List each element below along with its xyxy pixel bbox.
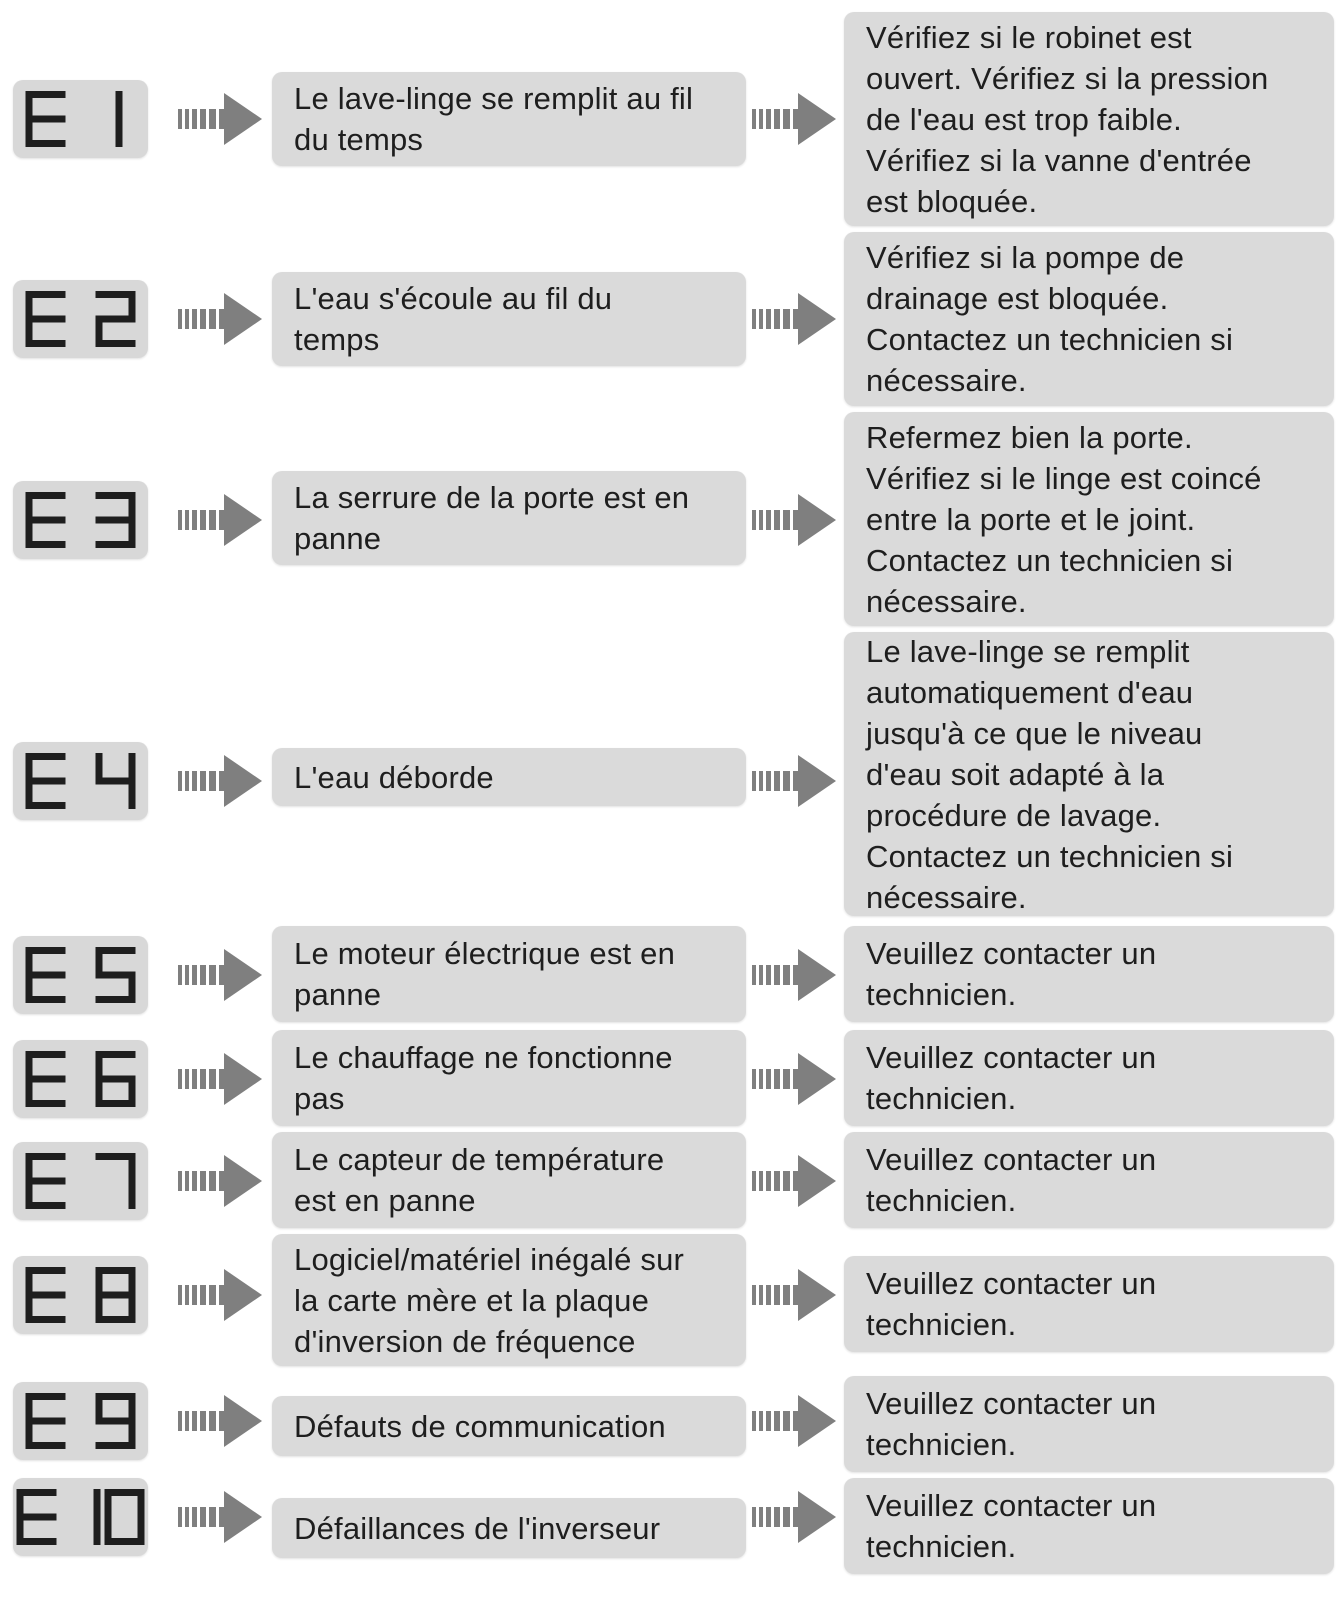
arrow-right-icon [178, 492, 264, 548]
seven-segment-display [13, 742, 148, 820]
error-description-text: L'eau s'écoule au fil du temps [294, 281, 613, 357]
segment-digit [26, 492, 66, 548]
error-solution [844, 632, 1334, 916]
error-solution [844, 232, 1334, 406]
segment [26, 119, 33, 147]
error-description-text: L'eau déborde [294, 759, 494, 795]
error-solution-text: Veuillez contacter un technicien. [866, 1142, 1157, 1218]
arrow-right-icon [752, 753, 838, 809]
seven-segment-display [13, 481, 148, 559]
error-solution-text: Veuillez contacter un technicien. [866, 1488, 1157, 1564]
segment [129, 1153, 136, 1181]
segment [26, 1051, 33, 1079]
segment-digit [96, 1393, 136, 1449]
segment [26, 316, 66, 323]
segment [26, 291, 33, 319]
arrow-right-icon [752, 1153, 838, 1209]
error-solution [844, 1256, 1334, 1352]
segment [26, 1178, 66, 1185]
segment-digit [26, 1153, 66, 1209]
segment [96, 316, 136, 323]
segment-digit [96, 753, 136, 809]
segment [129, 1393, 136, 1421]
error-code-badge [13, 742, 148, 820]
segment [26, 1421, 33, 1449]
seven-segment-display [13, 1382, 148, 1460]
segment-digit [17, 1489, 57, 1545]
arrow-right-icon [178, 1267, 264, 1323]
arrow-right-icon [178, 1153, 264, 1209]
segment [26, 1292, 66, 1299]
segment [26, 778, 66, 785]
error-description-text: Logiciel/matériel inégalé sur la carte mère et la plaque d'inversion de fréquence [294, 1241, 685, 1359]
segment [138, 1489, 145, 1517]
arrow-right-icon [752, 91, 838, 147]
seven-segment-display [13, 1142, 148, 1220]
error-description [272, 272, 746, 366]
segment-digit [26, 753, 66, 809]
error-description-text: Le chauffage ne fonctionne pas [294, 1040, 673, 1116]
segment [26, 1418, 66, 1425]
segment [129, 1267, 136, 1295]
error-description-text: Le lave-linge se remplit au fil du temps [294, 81, 694, 157]
segment-digit [94, 1489, 101, 1545]
error-description [272, 926, 746, 1022]
error-code-badge [13, 80, 148, 158]
segment [129, 492, 136, 520]
segment [116, 91, 123, 119]
segment [94, 1489, 101, 1517]
segment [96, 778, 136, 785]
segment [129, 1181, 136, 1209]
error-description [272, 748, 746, 806]
error-code-badge [13, 280, 148, 358]
error-code-badge [13, 936, 148, 1014]
arrow-right-icon [178, 1393, 264, 1449]
arrow-right-icon [752, 1393, 838, 1449]
error-solution-text: Veuillez contacter un technicien. [866, 1386, 1157, 1462]
segment [26, 517, 66, 524]
error-code-badge [13, 1478, 148, 1556]
error-solution-text: Veuillez contacter un technicien. [866, 936, 1157, 1012]
arrow-right-icon [752, 1051, 838, 1107]
error-description-text: Défaillances de l'inverseur [294, 1510, 661, 1546]
error-description-text: Le capteur de température est en panne [294, 1142, 665, 1218]
seven-segment-display [13, 1478, 148, 1556]
error-solution [844, 1132, 1334, 1228]
segment [96, 1076, 136, 1083]
arrow-right-icon [752, 1051, 838, 1107]
segment [26, 520, 33, 548]
segment [26, 1153, 33, 1181]
arrow-right-icon [178, 753, 264, 809]
seven-segment-display [13, 1256, 148, 1334]
segment [96, 541, 136, 548]
segment [96, 1442, 136, 1449]
error-code-badge [13, 1142, 148, 1220]
segment [96, 1079, 103, 1107]
arrow-right-icon [178, 1051, 264, 1107]
error-code-badge [13, 1040, 148, 1118]
arrow-right-icon [178, 291, 264, 347]
arrow-right-icon [178, 1393, 264, 1449]
arrow-right-icon [178, 91, 264, 147]
segment-digit [96, 947, 136, 1003]
segment [26, 781, 33, 809]
segment [17, 1517, 24, 1545]
segment [96, 972, 136, 979]
segment [96, 1418, 136, 1425]
error-solution [844, 1030, 1334, 1126]
segment [129, 781, 136, 809]
arrow-right-icon [178, 1489, 264, 1545]
segment [96, 947, 103, 975]
segment [96, 753, 103, 781]
segment [96, 996, 136, 1003]
segment [96, 1051, 103, 1079]
segment [26, 1181, 33, 1209]
error-code-badge [13, 1382, 148, 1460]
error-description [272, 1234, 746, 1366]
error-description-text: Défauts de communication [294, 1408, 666, 1444]
segment [26, 116, 66, 123]
arrow-right-icon [752, 492, 838, 548]
error-description [272, 72, 746, 166]
arrow-right-icon [178, 291, 264, 347]
segment-digit [96, 1051, 136, 1107]
segment [116, 119, 123, 147]
segment [96, 1292, 136, 1299]
segment [94, 1517, 101, 1545]
segment [17, 1489, 24, 1517]
segment [26, 91, 33, 119]
error-solution [844, 412, 1334, 626]
segment [105, 1517, 112, 1545]
segment [26, 753, 33, 781]
segment [26, 492, 33, 520]
error-solution [844, 926, 1334, 1022]
error-description-text: Le moteur électrique est en panne [294, 936, 676, 1012]
error-description [272, 1030, 746, 1126]
segment-digit [116, 91, 123, 147]
error-description [272, 1498, 746, 1558]
error-solution-text: Vérifiez si la pompe de drainage est bloquée. Contactez un technicien si nécessaire. [866, 240, 1234, 398]
segment [26, 1393, 33, 1421]
segment-digit [26, 1051, 66, 1107]
segment [17, 1514, 57, 1521]
arrow-right-icon [752, 753, 838, 809]
arrow-right-icon [178, 1489, 264, 1545]
arrow-right-icon [752, 1267, 838, 1323]
error-solution-text: Veuillez contacter un technicien. [866, 1040, 1157, 1116]
error-solution-text: Veuillez contacter un technicien. [866, 1266, 1157, 1342]
arrow-right-icon [178, 753, 264, 809]
arrow-right-icon [752, 1393, 838, 1449]
segment [96, 319, 103, 347]
segment-digit [26, 1267, 66, 1323]
arrow-right-icon [752, 492, 838, 548]
arrow-right-icon [178, 1153, 264, 1209]
error-solution-text: Vérifiez si le robinet est ouvert. Vérifiez si la pression de l'eau est trop faible. Vérifiez si la vanne d'entrée est bloquée. [866, 19, 1269, 219]
segment-digit [26, 947, 66, 1003]
error-description [272, 471, 746, 565]
arrow-right-icon [752, 1267, 838, 1323]
error-solution-text: Le lave-linge se remplit automatiquement d'eau jusqu'à ce que le niveau d'eau soit adapté à la procédure de lavage. Contactez un technicien si nécessaire. [866, 633, 1234, 915]
seven-segment-display [13, 936, 148, 1014]
segment [26, 1079, 33, 1107]
segment [26, 1295, 33, 1323]
error-solution [844, 12, 1334, 226]
arrow-right-icon [752, 91, 838, 147]
segment-digit [96, 1153, 136, 1209]
error-description [272, 1132, 746, 1228]
error-code-badge [13, 481, 148, 559]
arrow-right-icon [178, 91, 264, 147]
arrow-right-icon [752, 291, 838, 347]
arrow-right-icon [752, 1489, 838, 1545]
error-description [272, 1396, 746, 1456]
arrow-right-icon [752, 947, 838, 1003]
arrow-right-icon [178, 492, 264, 548]
segment [96, 1267, 103, 1295]
arrow-right-icon [752, 1489, 838, 1545]
arrow-right-icon [752, 947, 838, 1003]
segment [26, 319, 33, 347]
arrow-right-icon [752, 1153, 838, 1209]
segment [26, 975, 33, 1003]
segment-digit [105, 1489, 145, 1545]
error-code-badge [13, 1256, 148, 1334]
segment-digit [96, 1267, 136, 1323]
error-solution [844, 1478, 1334, 1574]
arrow-right-icon [178, 1267, 264, 1323]
error-description-text: La serrure de la porte est en panne [294, 480, 690, 556]
arrow-right-icon [752, 291, 838, 347]
segment-digit [96, 291, 136, 347]
segment [96, 1393, 103, 1421]
arrow-right-icon [178, 947, 264, 1003]
segment [26, 1076, 66, 1083]
segment-digit [26, 291, 66, 347]
error-solution-text: Refermez bien la porte. Vérifiez si le linge est coincé entre la porte et le joint. Contactez un technicien si nécessaire. [866, 419, 1262, 619]
segment [129, 291, 136, 319]
segment-digit [26, 1393, 66, 1449]
segment [105, 1489, 112, 1517]
arrow-right-icon [178, 1051, 264, 1107]
seven-segment-display [13, 280, 148, 358]
segment [96, 1295, 103, 1323]
segment [26, 1267, 33, 1295]
error-solution [844, 1376, 1334, 1472]
segment [129, 753, 136, 781]
segment [96, 517, 136, 524]
segment [26, 972, 66, 979]
segment-digit [96, 492, 136, 548]
seven-segment-display [13, 80, 148, 158]
arrow-right-icon [178, 947, 264, 1003]
segment-digit [26, 91, 66, 147]
seven-segment-display [13, 1040, 148, 1118]
segment [26, 947, 33, 975]
